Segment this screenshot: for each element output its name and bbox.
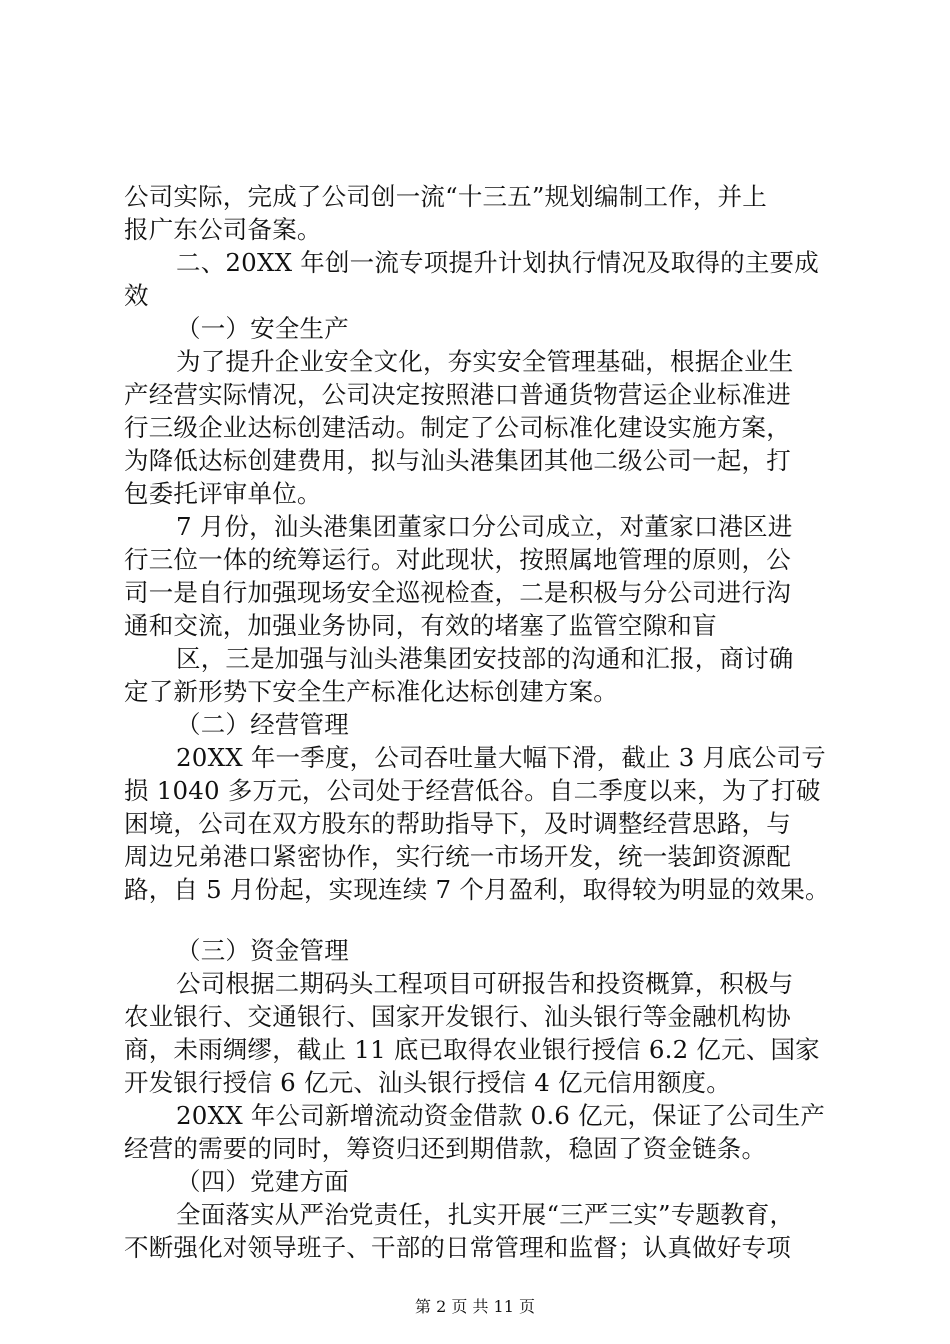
body-text-line: 损 1040 多万元，公司处于经营低谷。自二季度以来，为了打破 — [124, 776, 821, 805]
subsection-heading-party-building: （四）党建方面 — [176, 1167, 349, 1196]
body-text-line: 困境，公司在双方股东的帮助指导下，及时调整经营思路，与 — [124, 809, 791, 838]
body-text-line: 公司根据二期码头工程项目可研报告和投资概算，积极与 — [176, 969, 794, 998]
body-text-line: 20XX 年一季度，公司吞吐量大幅下滑，截止 3 月底公司亏 — [176, 743, 827, 772]
body-text-line: 包委托评审单位。 — [124, 479, 322, 508]
section-heading-continued: 效 — [124, 281, 149, 310]
section-heading: 二、20XX 年创一流专项提升计划执行情况及取得的主要成 — [176, 248, 819, 277]
body-text-line: 农业银行、交通银行、国家开发银行、汕头银行等金融机构协 — [124, 1002, 791, 1031]
body-text-line: 行三位一体的统筹运行。对此现状，按照属地管理的原则，公 — [124, 545, 791, 574]
body-text-line: 周边兄弟港口紧密协作，实行统一市场开发，统一装卸资源配 — [124, 842, 791, 871]
body-text-line: 为了提升企业安全文化，夯实安全管理基础，根据企业生 — [176, 347, 794, 376]
body-text-line: 产经营实际情况，公司决定按照港口普通货物营运企业标准进 — [124, 380, 791, 409]
body-text-line: 公司实际，完成了公司创一流“十三五”规划编制工作，并上 — [124, 182, 767, 211]
body-text-line: 定了新形势下安全生产标准化达标创建方案。 — [124, 677, 618, 706]
body-text-line: 路，自 5 月份起，实现连续 7 个月盈利，取得较为明显的效果。 — [124, 875, 830, 904]
body-text-line: 区，三是加强与汕头港集团安技部的沟通和汇报，商讨确 — [176, 644, 794, 673]
body-text-line: 通和交流，加强业务协同，有效的堵塞了监管空隙和盲 — [124, 611, 717, 640]
body-text-line: 7 月份，汕头港集团董家口分公司成立，对董家口港区进 — [176, 512, 793, 541]
subsection-heading-operations: （二）经营管理 — [176, 710, 349, 739]
body-text-line: 经营的需要的同时，筹资归还到期借款，稳固了资金链条。 — [124, 1134, 767, 1163]
subsection-heading-safety: （一）安全生产 — [176, 314, 349, 343]
page-number-footer: 第 2 页 共 11 页 — [415, 1297, 535, 1316]
body-text-line: 为降低达标创建费用，拟与汕头港集团其他二级公司一起，打 — [124, 446, 791, 475]
body-text-line: 不断强化对领导班子、干部的日常管理和监督；认真做好专项 — [124, 1233, 791, 1262]
subsection-heading-funds: （三）资金管理 — [176, 936, 349, 965]
body-text-line: 行三级企业达标创建活动。制定了公司标准化建设实施方案， — [124, 413, 791, 442]
body-text-line: 商，未雨绸缪，截止 11 底已取得农业银行授信 6.2 亿元、国家 — [124, 1035, 820, 1064]
body-text-line: 开发银行授信 6 亿元、汕头银行授信 4 亿元信用额度。 — [124, 1068, 731, 1097]
body-text-line: 报广东公司备案。 — [124, 215, 322, 244]
body-text-line: 全面落实从严治党责任，扎实开展“三严三实”专题教育， — [176, 1200, 795, 1229]
body-text-line: 20XX 年公司新增流动资金借款 0.6 亿元，保证了公司生产 — [176, 1101, 826, 1130]
body-text-line: 司一是自行加强现场安全巡视检查，二是积极与分公司进行沟 — [124, 578, 791, 607]
